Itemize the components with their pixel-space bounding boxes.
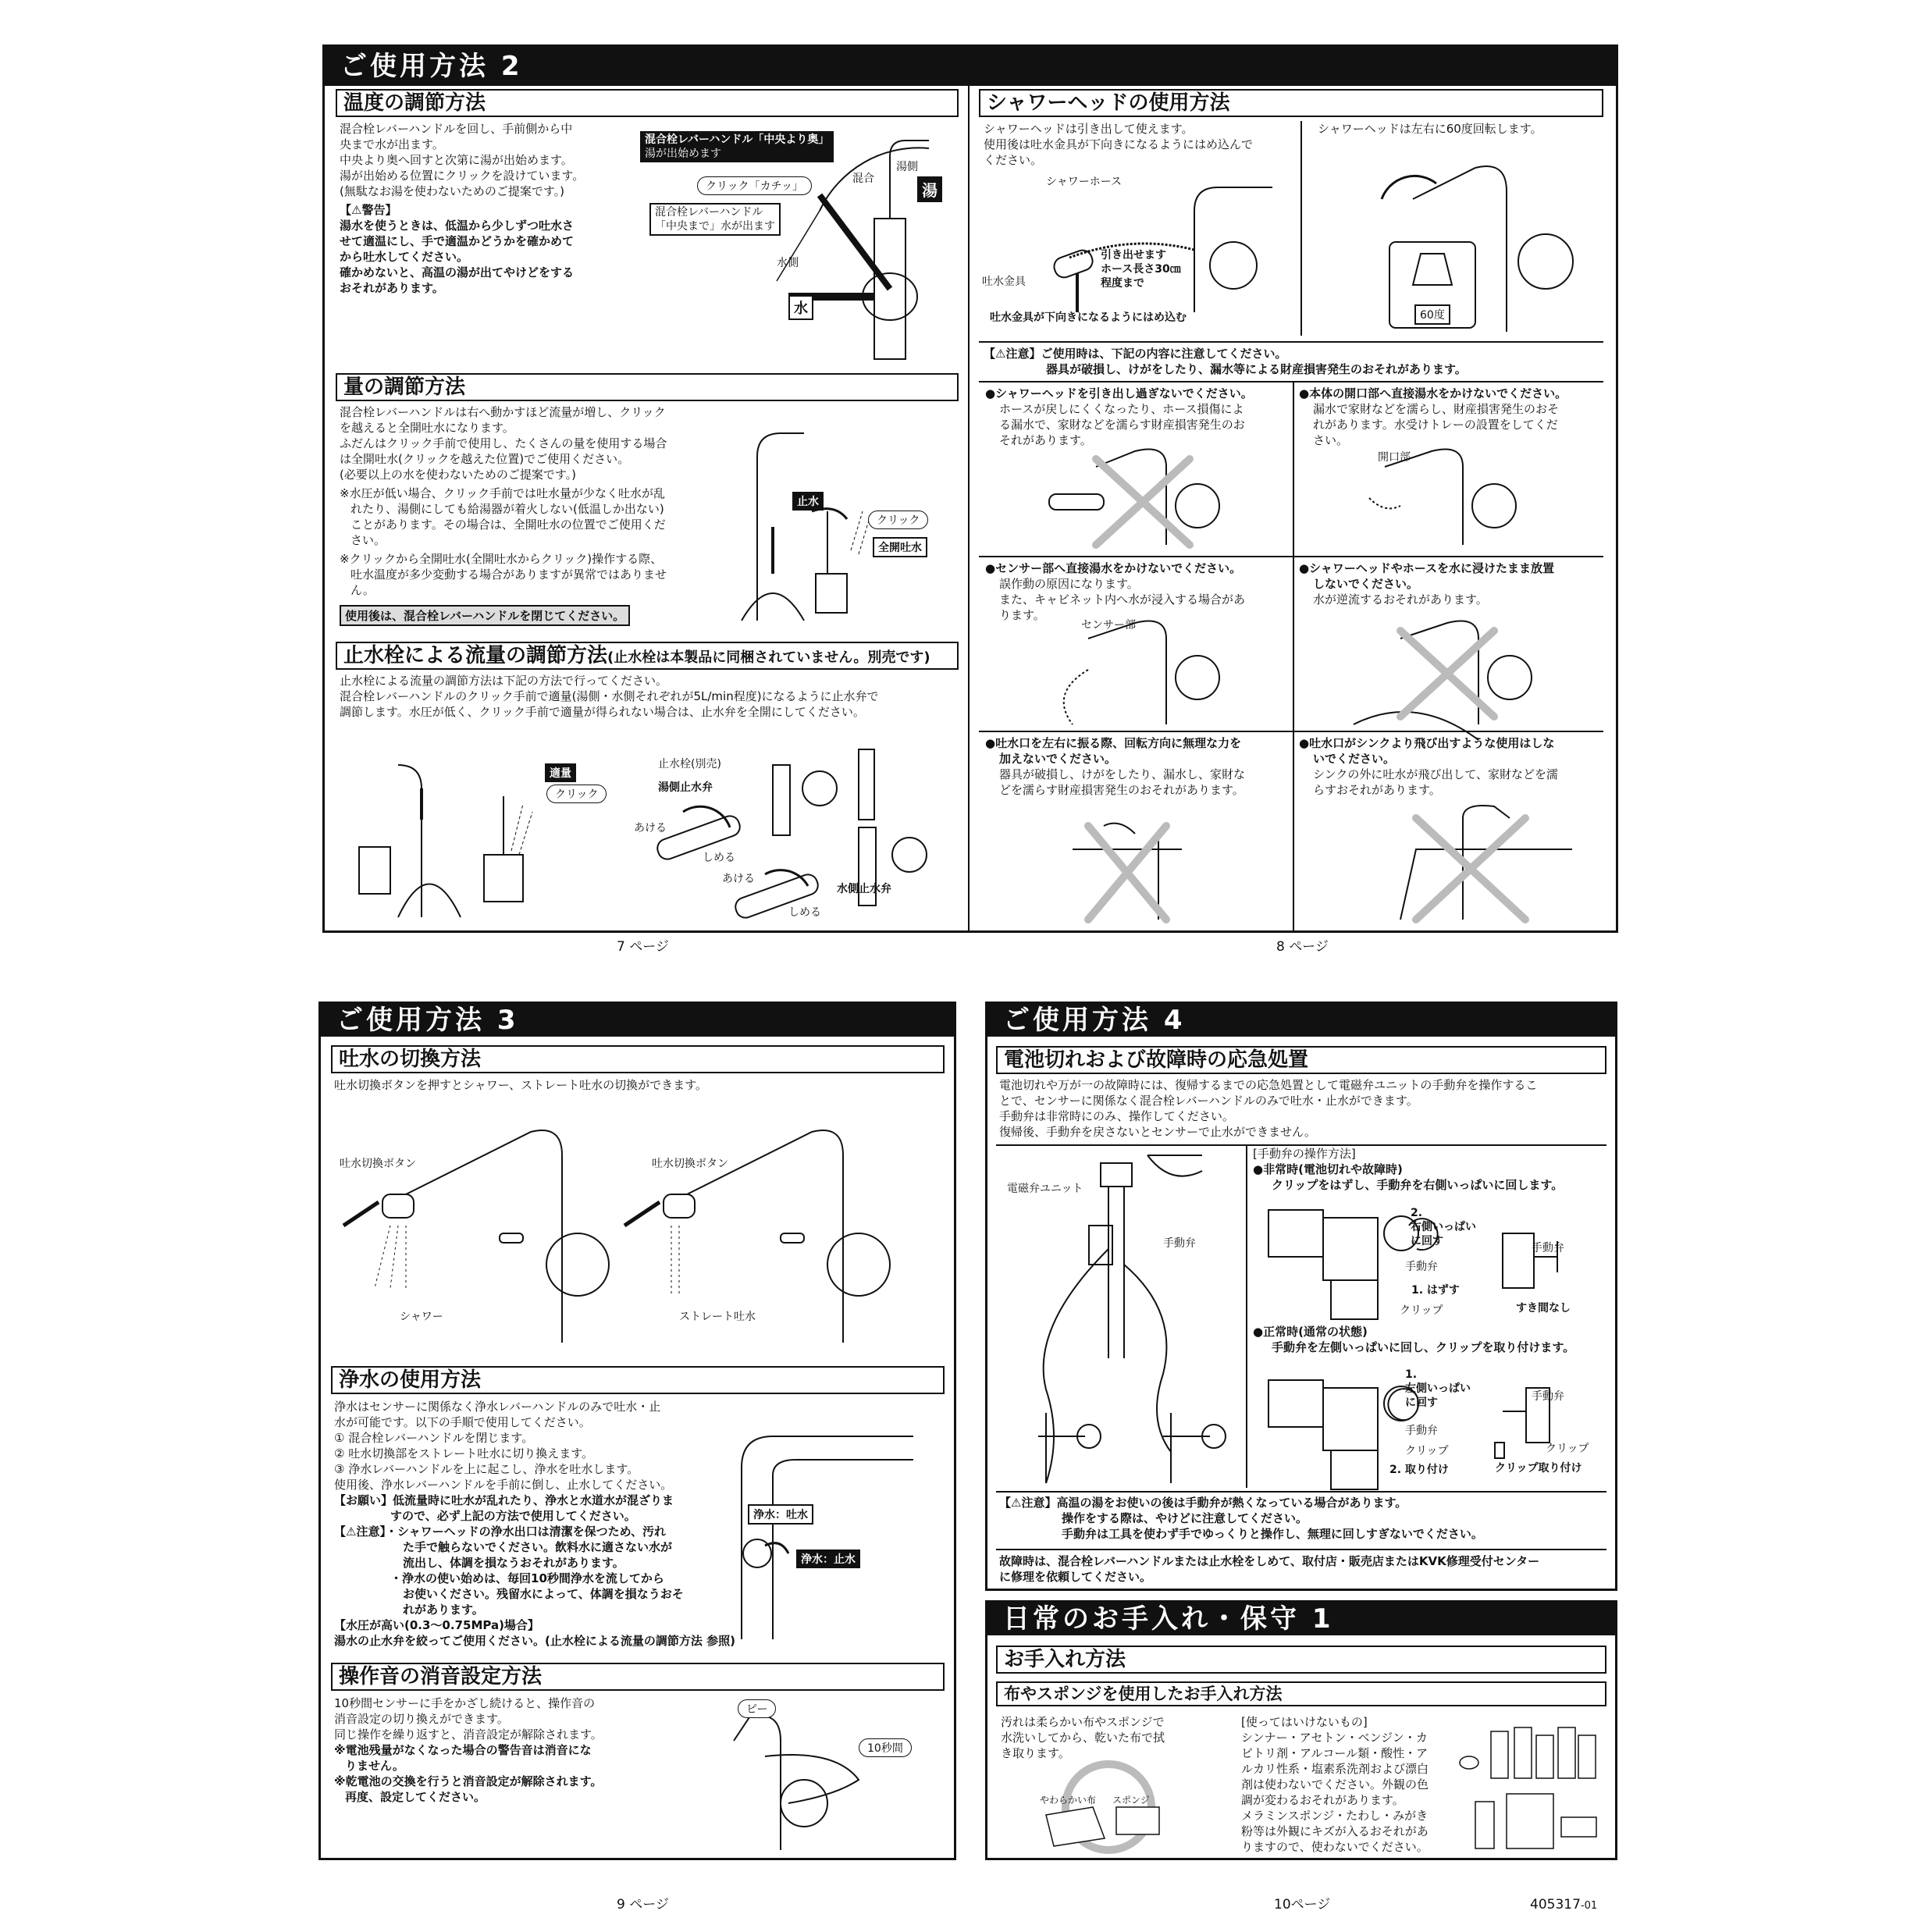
shower-rule (979, 341, 1603, 343)
emergency-rule-2 (996, 1491, 1606, 1493)
band-usage-3: ご使用方法 3 (321, 1004, 954, 1037)
band-care-1: 日常のお手入れ・保守 1 (987, 1603, 1615, 1635)
valve-close-1: しめる (703, 852, 735, 864)
emergency-unit: 電磁弁ユニット (1007, 1183, 1083, 1195)
temp-mix: 混合 (852, 173, 874, 185)
emergency-nm-manual: 手動弁 (1405, 1425, 1438, 1437)
section-flow-title: 量の調節方法 (336, 373, 959, 401)
temp-callout-hot-start: 混合栓レバーハンドル「中央より奥」 湯が出始めます (640, 131, 834, 162)
section-switch-title: 吐水の切換方法 (331, 1045, 945, 1073)
shower-right-text: シャワーヘッドは左右に60度回転します。 (1318, 122, 1542, 136)
emergency-text: 電池切れや万が一の故障時には、復帰するまでの応急処置として電磁弁ユニットの手動弁を操作するこ とで、センサーに関係なく混合栓レバーハンドルのみで吐水・止水ができます。 手動弁は非常時にのみ、操作してください。 復帰後、手動弁を戻さないとセンサーで止水ができません。 (999, 1078, 1538, 1139)
section-shower-title: シャワーヘッドの使用方法 (979, 89, 1603, 117)
switch-button-2: 吐水切換ボタン (652, 1158, 728, 1170)
switch-text: 吐水切換ボタンを押すとシャワー、ストレート吐水の切換ができます。 (334, 1078, 707, 1092)
shower-rotate-figure (1358, 152, 1608, 332)
emergency-em-manual: 手動弁 (1405, 1261, 1438, 1273)
band-usage-2: ご使用方法 2 (325, 47, 1616, 86)
caution-cell-3-label: センサー部 (1081, 619, 1136, 632)
care-cloth: やわらかい布 (1040, 1795, 1097, 1806)
emergency-nm-manual-2: 手動弁 (1532, 1390, 1564, 1403)
section-mute-title: 操作音の消音設定方法 (331, 1663, 945, 1691)
temp-faucet-figure (734, 133, 968, 359)
shower-down: 吐水金具が下向きになるようにはめ込む (990, 311, 1187, 324)
care-sponge: スポンジ (1112, 1795, 1150, 1806)
care-left-text: 汚れは柔らかい布やスポンジで 水洗いしてから、乾いた布で拭 き取ります。 (1001, 1715, 1165, 1760)
valve-cold-valve: 水側止水弁 (837, 883, 891, 895)
caution-cell-3: ●センサー部へ直接湯水をかけないでください。 誤作動の原因になります。 また、キャビネット内へ水が浸入する場合があ ります。 (985, 561, 1246, 622)
divider-7-8 (968, 84, 970, 930)
page-number-7: 7 ページ (617, 939, 669, 955)
section-temp-title: 温度の調節方法 (336, 89, 959, 117)
pure-on: 浄水：吐水 (748, 1504, 813, 1525)
emergency-nm-clip: クリップ (1405, 1445, 1449, 1457)
shower-caution: 【⚠注意】ご使用時は、下記の内容に注意してください。 器具が破損し、けがをしたり、漏水等による財産損害発生のおそれがあります。 (984, 347, 1467, 376)
emergency-manual: 手動弁 (1163, 1237, 1196, 1250)
shower-divider (1300, 121, 1302, 336)
valve-hot-valve: 湯側止水弁 (658, 781, 713, 794)
mute-ten-seconds: 10秒間 (859, 1738, 912, 1757)
switch-figure (343, 1108, 921, 1343)
emergency-how: [手動弁の操作方法] ●非常時(電池切れや故障時) クリップをはずし、手動弁を右側いっぱいに回します。 (1253, 1147, 1564, 1192)
emergency-nm-step2: 2. 取り付け (1389, 1464, 1449, 1476)
caution-cell-1: ●シャワーヘッドを引き出し過ぎないでください。 ホースが戻しにくくなったり、ホース損傷によ る漏水で、家財などを濡らす財産損害発生のお それがあります。 (985, 386, 1253, 447)
flow-click: クリック (868, 511, 928, 529)
temp-cold-side: 水側 (777, 257, 799, 269)
shower-fitting: 吐水金具 (982, 276, 1026, 288)
emergency-em-step1: 1. はずす (1411, 1284, 1460, 1297)
mute-beep: ピー (738, 1699, 776, 1718)
temp-hot-side: 湯側 (896, 161, 918, 173)
switch-straight: ストレート吐水 (679, 1311, 756, 1323)
flow-stop: 止水 (792, 492, 824, 511)
flow-text: 混合栓レバーハンドルは右へ動かすほど流量が増し、クリック を越えると全開吐水になります。 ふだんはクリック手前で使用し、たくさんの量を使用する場合 は全開吐水(クリックを越えた位置)でご使用ください。 (必要以上の水を使わないためのご提案です。) ※水圧が低い場合、クリック手前では吐水量が少なく吐水が乱 れたり、湯側にしても給湯器が着火しない(低温しか出ない) ことがあります。その場合は、全開吐水の位置でご使用くだ さい。 ※クリックから全開吐水(全開吐水からクリック)操作する際、 吐水温度が多少変動する場合がありますが異常ではありませ ん。 (340, 405, 667, 597)
temp-hot: 湯 (917, 176, 942, 202)
valve-close-2: しめる (788, 906, 821, 919)
caution-cell-2: ●本体の開口部へ直接湯水をかけないでください。 漏水で家財などを濡らし、財産損害発生のおそ れがあります。水受けトレーの設置をしてくだ さい。 (1299, 386, 1567, 447)
emergency-normal-head: ●正常時(通常の状態) 手動弁を左側いっぱいに回し、クリップを取り付けます。 (1253, 1325, 1575, 1354)
emergency-nm-clip-2: クリップ (1546, 1443, 1589, 1455)
flow-after-use: 使用後は、混合栓レバーハンドルを閉じてください。 (340, 605, 630, 626)
section-care-sub: 布やスポンジを使用したお手入れ方法 (996, 1681, 1606, 1706)
emergency-nm-step1: 1. 左側いっぱい に回す (1405, 1368, 1471, 1409)
page-number-9: 9 ページ (617, 1897, 669, 1912)
temp-cold: 水 (788, 295, 813, 320)
page-number-8: 8 ページ (1276, 939, 1329, 955)
valve-sold-separately: 止水栓(別売) (658, 758, 721, 770)
emergency-rule-3 (996, 1549, 1606, 1550)
valve-open-1: あける (634, 822, 667, 834)
section-care-title: お手入れ方法 (996, 1646, 1606, 1674)
cell-illustrations (979, 381, 1603, 930)
care-ok-figure (1030, 1776, 1187, 1854)
caution-cell-4: ●シャワーヘッドやホースを水に浸けたまま放置 しないでください。 水が逆流するおそれがあります。 (1299, 561, 1555, 607)
emergency-em-step2: 2. 右側いっぱい に回す (1411, 1207, 1476, 1247)
valve-faucet-figure (351, 742, 578, 917)
caution-cell-5: ●吐水口を左右に振る際、回転方向に無理な力を 加えないでください。 器具が破損し、けがをしたり、漏水し、家財な どを濡らす財産損害発生のおそれがあります。 (985, 736, 1246, 797)
caution-cell-6: ●吐水口がシンクより飛び出すような使用はしな いでください。 シンクの外に吐水が飛び出して、家財などを濡 らすおそれがあります。 (1299, 736, 1559, 797)
doc-number: 405317-01 (1530, 1897, 1598, 1912)
emergency-divider (1246, 1144, 1247, 1488)
emergency-caution: 【⚠注意】高温の湯をお使いの後は手動弁が熱くなっている場合があります。 操作をする際は、やけどに注意してください。 手動弁は工具を使わず手でゆっくりと操作し、無理に回しすぎないでください。 (999, 1496, 1483, 1541)
shower-pull: 引き出せます ホース長さ30㎝ 程度まで (1101, 249, 1181, 290)
emergency-em-clip: クリップ (1400, 1304, 1443, 1317)
care-ng-text: [使ってはいけないもの] シンナー・アセトン・ベンジン・カ ビトリ剤・アルコール類・酸性・ア ルカリ性系・塩素系洗剤および漂白 剤は使わないでください。外観の色 調が変わるおそれがあります。 メラミンスポンジ・たわし・みがき 粉等は外観にキズが入るおそれがあ りますので、使わないでください。 (1241, 1715, 1429, 1854)
temp-text: 混合栓レバーハンドルを回し、手前側から中 央まで水が出ます。 中央より奥へ回すと次第に湯が出始めます。 湯が出始める位置にクリックを設けています。 (無駄なお湯を使わないためのご提案です。) 【⚠警告】 湯水を使うときは、低温から少しずつ吐水さ せて適温にし、手で適温かどうかを確かめて から吐水してください。 確かめないと、高温の湯が出てやけどをする おそれがあります。 (340, 122, 585, 295)
valve-proper: 適量 (545, 763, 576, 782)
temp-click-label: クリック「カチッ」 (697, 176, 812, 195)
shower-hose: シャワーホース (1046, 176, 1123, 188)
shower-deg: 60度 (1414, 304, 1450, 325)
section-valve-title: 止水栓による流量の調節方法(止水栓は本製品に同梱されていません。別売です) (336, 642, 959, 670)
section-emergency-title: 電池切れおよび故障時の応急処置 (996, 1046, 1606, 1074)
emergency-unit-figure (1015, 1155, 1241, 1483)
switch-button-1: 吐水切換ボタン (340, 1158, 416, 1170)
valve-text: 止水栓による流量の調節方法は下記の方法で行ってください。 混合栓レバーハンドルのクリック手前で適量(湯側・水側それぞれが5L/min程度)になるように止水弁で 調節します。水圧が低く、クリック手前で適量が得られない場合は、止水弁を全開にしてください。 (340, 674, 879, 719)
pure-off: 浄水：止水 (796, 1550, 860, 1568)
switch-shower: シャワー (400, 1311, 443, 1323)
band-usage-4: ご使用方法 4 (987, 1004, 1615, 1037)
mute-text: 10秒間センサーに手をかざし続けると、操作音の 消音設定の切り換えができます。 同じ操作を繰り返すと、消音設定が解除されます。 ※電池残量がなくなった場合の警告音は消音にな りません。 ※乾電池の交換を行うと消音設定が解除されます。 再度、設定してください。 (334, 1696, 603, 1804)
page-number-10: 10ページ (1274, 1897, 1331, 1912)
section-pure-title: 浄水の使用方法 (331, 1366, 945, 1394)
emergency-nm-attach: クリップ取り付け (1495, 1462, 1582, 1475)
care-ng-figure (1460, 1716, 1608, 1852)
emergency-repair: 故障時は、混合栓レバーハンドルまたは止水栓をしめて、取付店・販売店またはKVK修理受付センター に修理を依頼してください。 (999, 1554, 1540, 1584)
valve-open-2: あける (722, 873, 755, 885)
temp-callout-cold: 混合栓レバーハンドル 「中央まで」水が出ます (649, 203, 781, 236)
emergency-em-manual-2: 手動弁 (1532, 1242, 1564, 1254)
caution-cell-2-label: 開口部 (1378, 451, 1411, 464)
flow-full: 全開吐水 (873, 537, 927, 557)
shower-left-text: シャワーヘッドは引き出して使えます。 使用後は吐水金具が下向きになるようにはめ込んで ください。 (984, 122, 1254, 167)
shower-pull-figure (1038, 180, 1288, 312)
pure-text: 浄水はセンサーに関係なく浄水レバーハンドルのみで吐水・止 水が可能です。以下の手順で使用してください。 ① 混合栓レバーハンドルを閉じます。 ② 吐水切換部をストレート吐水に切り換えます。 ③ 浄水レバーハンドルを上に起こし、浄水を吐水します。 使用後、浄水レバーハンドルを手前に倒し、止水してください。 【お願い】低流量時に吐水が乱れたり、浄水と水道水が混ざりま すので、必ず上記の方法で使用してください。 【⚠注意】・シャワーヘッドの浄水出口は清潔を保つため、汚れ た手で触らないでください。飲料水に適さない水が 流出し、体調を損なうおそれがあります。 ・浄水の使い始めは、毎回10秒間浄水を流してから お使いください。残留水によって、体調を損なうおそ れがあります。 【水圧が高い(0.3〜0.75MPa)場合】 湯水の止水弁を絞ってご使用ください。(止水栓による流量の調節方法 参照) (334, 1400, 735, 1648)
valve-click: クリック (546, 785, 607, 803)
emergency-em-gap: すき間なし (1516, 1302, 1571, 1315)
